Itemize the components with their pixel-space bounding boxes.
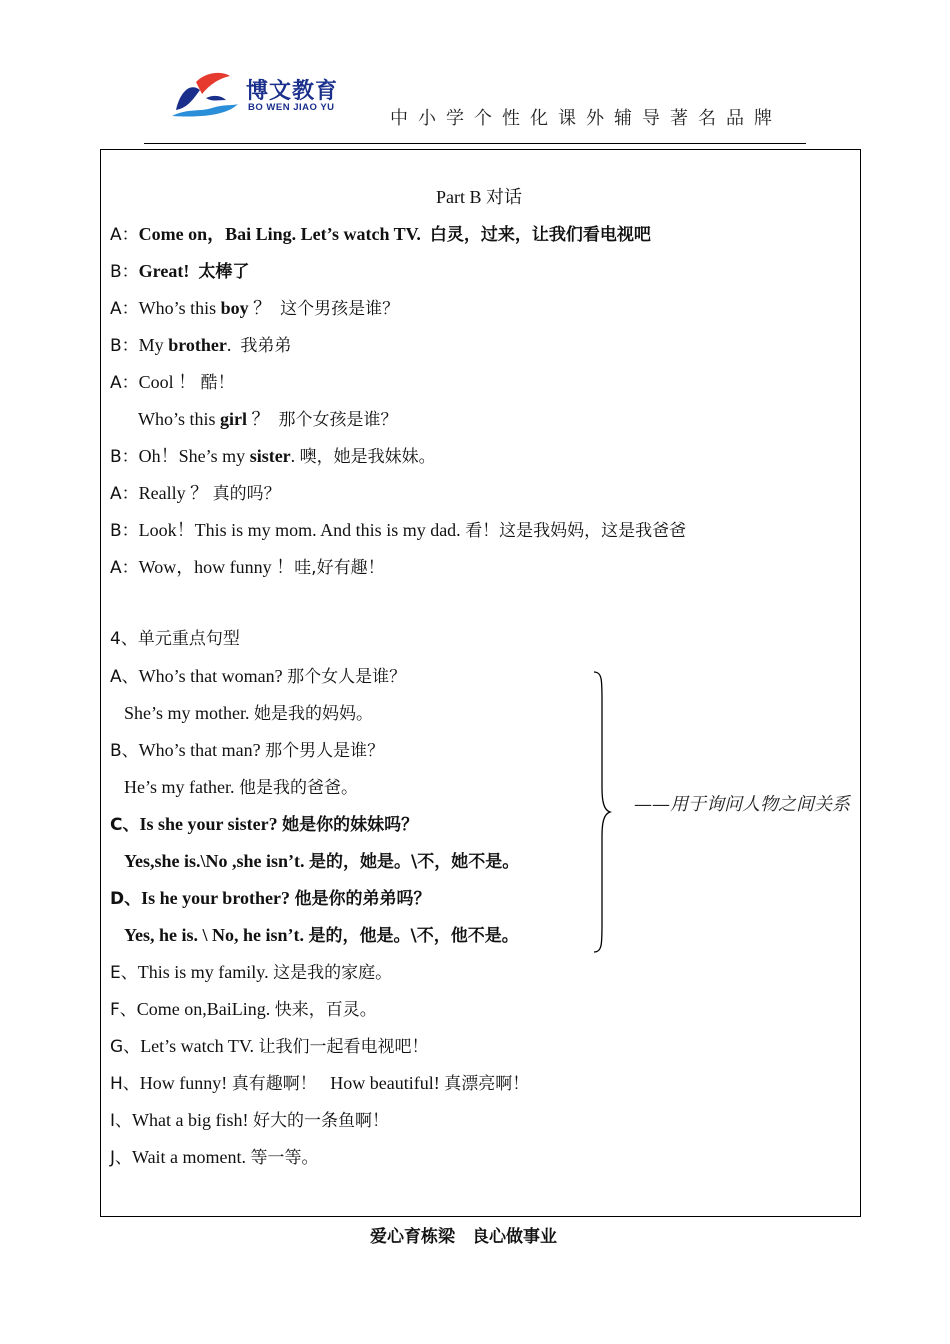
bowen-logo-icon xyxy=(166,68,246,124)
sentence-chinese: 那个女人是谁？ xyxy=(287,667,407,687)
sentence-chinese: 他是我的爸爸。 xyxy=(238,778,358,798)
dialogue-keyword: boy xyxy=(220,298,249,318)
sentence-chinese: 是的，她是。\不，她不是。 xyxy=(309,852,520,872)
key-sentence xyxy=(110,887,430,910)
sentence-english: What a big fish! xyxy=(132,1110,249,1130)
dialogue-punct: ？ xyxy=(247,409,270,429)
header-divider xyxy=(144,143,806,144)
dialogue-english: Cool ！ xyxy=(138,372,197,392)
speaker-label: A： xyxy=(110,558,139,578)
dialogue-english: Oh！She’s my xyxy=(138,446,250,466)
dialogue-line xyxy=(110,519,686,542)
sentence-english: How funny! xyxy=(139,1073,228,1093)
dialogue-chinese: 哇,好有趣！ xyxy=(294,558,385,578)
sentence-label: D、 xyxy=(110,889,142,909)
sentence-english: Let’s watch TV. xyxy=(140,1036,255,1056)
dialogue-keyword: sister xyxy=(249,446,291,466)
sentence-english: Who’s that woman? xyxy=(138,666,283,686)
dialogue-line xyxy=(110,334,291,357)
key-sentence xyxy=(110,1109,389,1132)
footer-motto: 爱心育栋梁 良心做事业 xyxy=(370,1227,557,1247)
key-sentence xyxy=(110,1146,319,1169)
sentence-label: A、 xyxy=(110,667,139,687)
speaker-label: B： xyxy=(110,262,139,282)
sentence-chinese: 她是你的妹妹吗？ xyxy=(282,815,419,835)
key-sentence xyxy=(110,1072,529,1095)
sentence-chinese: 真漂亮啊！ xyxy=(444,1074,530,1094)
key-sentence xyxy=(124,924,519,947)
speaker-label: B： xyxy=(110,336,139,356)
dialogue-english: Look！This is my mom. And this is my dad. xyxy=(138,520,461,540)
key-sentence xyxy=(110,1035,429,1058)
sentence-chinese: 快来，百灵。 xyxy=(274,1000,377,1020)
dialogue-line xyxy=(110,371,235,394)
key-sentence xyxy=(110,998,377,1021)
key-sentence xyxy=(110,813,418,836)
sentence-english: She’s my mother. xyxy=(124,703,250,723)
dialogue-line xyxy=(110,223,651,246)
key-sentence xyxy=(110,961,392,984)
sentence-english: How beautiful! xyxy=(330,1073,440,1093)
dialogue-line xyxy=(110,482,281,505)
sentence-english: Yes,she is.\No ,she isn’t. xyxy=(124,851,305,871)
key-sentence xyxy=(124,702,373,725)
dialogue-line xyxy=(138,408,398,431)
sentence-english: Wait a moment. xyxy=(132,1147,247,1167)
speaker-label: A： xyxy=(110,299,139,319)
header-slogan: 中小学个性化课外辅导著名品牌 xyxy=(390,108,782,129)
bowen-logo xyxy=(166,68,346,124)
key-sentence xyxy=(124,850,519,873)
dialogue-english: Come on，Bai Ling. Let’s watch TV. xyxy=(138,224,421,244)
dialogue-english: Who’s this xyxy=(138,298,221,318)
key-sentence xyxy=(110,665,406,688)
sentence-label: H、 xyxy=(110,1074,140,1094)
section-title: Part B 对话 xyxy=(436,187,523,207)
logo-english-text: BO WEN JIAO YU xyxy=(248,102,335,113)
sentence-english: Is she your sister? xyxy=(139,814,278,834)
sentence-label: F、 xyxy=(110,1000,137,1020)
sentence-chinese: 这是我的家庭。 xyxy=(273,963,393,983)
dialogue-english: Wow，how funny ！ xyxy=(138,557,295,577)
sentence-english: Who’s that man? xyxy=(138,740,261,760)
sentence-chinese: 是的，他是。\不，他不是。 xyxy=(308,926,519,946)
key-sentences-heading: 4、单元重点句型 xyxy=(110,629,240,649)
dialogue-chinese: 这个男孩是谁？ xyxy=(280,299,400,319)
sentence-label: C、 xyxy=(110,815,140,835)
speaker-label: A： xyxy=(110,373,139,393)
sentence-chinese: 真有趣啊！ xyxy=(231,1074,317,1094)
speaker-label: A： xyxy=(110,484,139,504)
sentence-chinese: 好大的一条鱼啊！ xyxy=(252,1111,389,1131)
speaker-label: A： xyxy=(110,225,139,245)
sentence-label: G、 xyxy=(110,1037,141,1057)
dialogue-chinese: 太棒了 xyxy=(198,262,250,282)
speaker-label: B： xyxy=(110,447,139,467)
dialogue-chinese: 我弟弟 xyxy=(240,336,292,356)
dialogue-chinese: 噢，她是我妹妹。 xyxy=(299,447,436,467)
logo-chinese-text: 博文教育 xyxy=(246,79,339,104)
dialogue-line xyxy=(110,260,249,283)
sentence-label: B、 xyxy=(110,741,139,761)
sentence-chinese: 她是我的妈妈。 xyxy=(254,704,373,724)
dialogue-chinese: 真的吗？ xyxy=(212,484,281,504)
sentence-english: Yes, he is. \ No, he isn’t. xyxy=(124,925,305,945)
dialogue-punct: . xyxy=(290,446,296,466)
sentence-english: Is he your brother? xyxy=(141,888,290,908)
dialogue-line xyxy=(110,445,436,468)
sentence-chinese: 他是你的弟弟吗？ xyxy=(294,889,431,909)
dialogue-keyword: brother xyxy=(168,335,227,355)
sentence-english: This is my family. xyxy=(137,962,269,982)
dialogue-english: Who’s this xyxy=(138,409,221,429)
sentence-chinese: 等一等。 xyxy=(250,1148,319,1168)
key-sentence xyxy=(110,739,384,762)
sentence-english: Come on,BaiLing. xyxy=(136,999,271,1019)
dialogue-punct: ？ xyxy=(248,298,272,318)
dialogue-line xyxy=(110,297,399,320)
dialogue-chinese: 白灵，过来，让我们看电视吧 xyxy=(429,225,651,245)
sentence-english: He’s my father. xyxy=(124,777,235,797)
sentence-chinese: 让我们一起看电视吧！ xyxy=(258,1037,429,1057)
dialogue-line xyxy=(110,556,385,579)
dialogue-english: My xyxy=(138,335,169,355)
dialogue-punct: . xyxy=(226,335,232,355)
brace-note: ——用于询问人物之间关系 xyxy=(634,794,850,815)
sentence-label: E、 xyxy=(110,963,138,983)
right-brace-icon xyxy=(592,670,616,954)
dialogue-keyword: girl xyxy=(220,409,248,429)
dialogue-english: Really ？ xyxy=(138,483,209,503)
sentence-label: I、 xyxy=(110,1111,133,1131)
dialogue-chinese: 那个女孩是谁？ xyxy=(278,410,398,430)
dialogue-chinese: 酷！ xyxy=(200,373,235,393)
speaker-label: B： xyxy=(110,521,139,541)
sentence-chinese: 那个男人是谁？ xyxy=(265,741,385,761)
key-sentence xyxy=(124,776,358,799)
sentence-label: J、 xyxy=(110,1148,133,1168)
dialogue-english: Great! xyxy=(138,261,190,281)
dialogue-chinese: 看！这是我妈妈，这是我爸爸 xyxy=(465,521,687,541)
